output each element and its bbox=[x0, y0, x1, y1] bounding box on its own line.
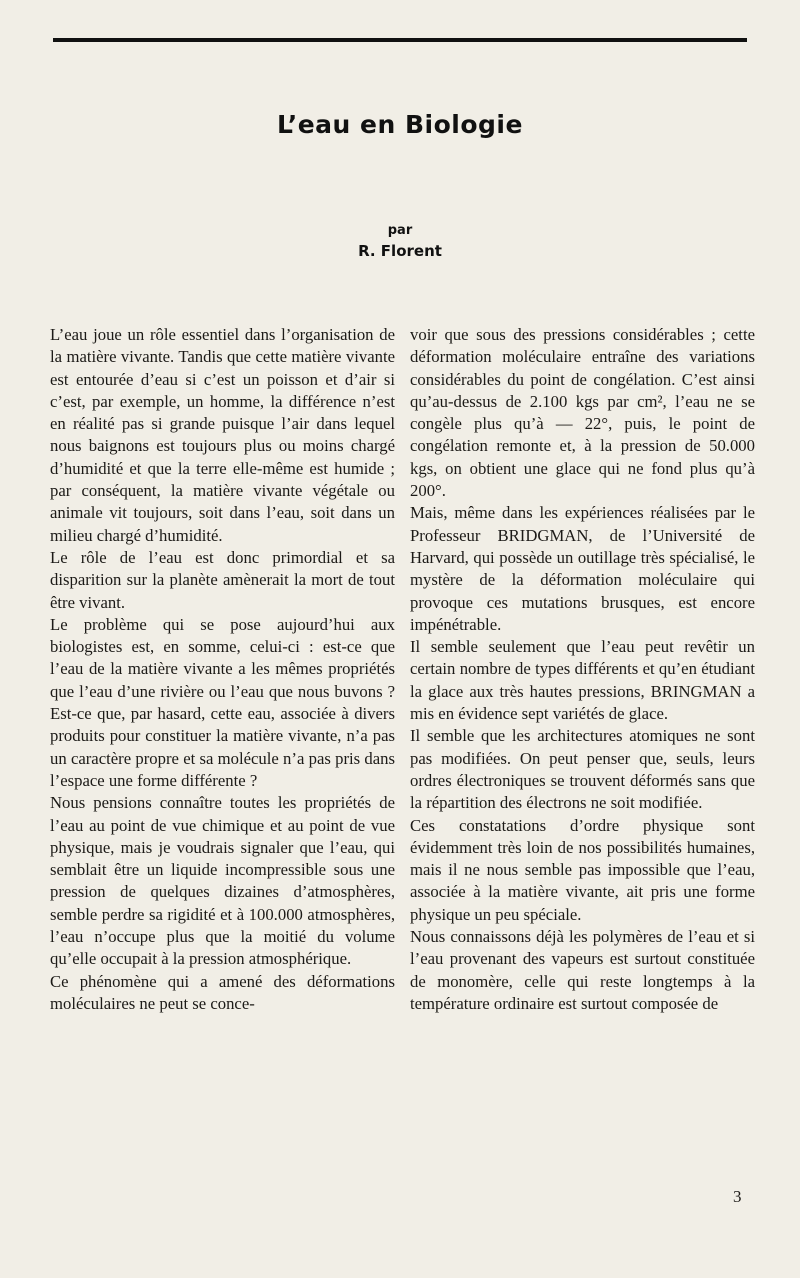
article-title: L’eau en Biologie bbox=[277, 110, 523, 139]
paragraph: Nous pensions connaître toutes les propriétés de l’eau au point de vue chimique et au point de vue physique, mais je voudrais signaler que l’eau, qui semblait être un liquide incompressible sous une pression de quelques dizaines d’atmosphères, semble perdre sa rigidité et à 100.000 atmosphères, l’eau n’occupe plus que la moitié du volume qu’elle occupait à la pression atmosphérique. bbox=[50, 793, 395, 969]
paragraph: voir que sous des pressions considérables ; cette déformation moléculaire entraîne des variations considérables du point de congélation. C’est ainsi qu’au-dessus de 2.100 kgs par cm², l’eau ne se congèle plus qu’à — 22°, puis, le point de congélation remonte et, à la pression de 50.000 kgs, on obtient une glace qui ne fond plus qu’à 200°. bbox=[410, 325, 755, 501]
right-column bbox=[410, 324, 755, 1015]
paragraph: Ces constatations d’ordre physique sont évidemment très loin de nos possibilités humaines, mais il ne nous semble pas impossible que l’eau, associée à la matière vivante, ait pris une forme physique un peu spéciale. bbox=[410, 815, 755, 924]
left-column bbox=[50, 324, 395, 1015]
paragraph: Mais, même dans les expériences réalisées par le Professeur BRIDGMAN, de l’Université de Harvard, qui possède un outillage très spécialisé, le mystère de la déformation moléculaire qui provoque ces mutations brusques, est encore impénétrable. bbox=[410, 503, 755, 634]
paragraph: Il semble seulement que l’eau peut revêtir un certain nombre de types différents et qu’en étudiant la glace aux très hautes pressions, BRINGMAN a mis en évidence sept variétés de glace. bbox=[410, 637, 755, 724]
header-rule bbox=[53, 38, 747, 42]
paragraph: Nous connaissons déjà les polymères de l’eau et si l’eau provenant des vapeurs est surtout constituée de monomère, celle qui reste longtemps à la température ordinaire est surtout composée de bbox=[410, 927, 755, 1013]
paragraph: Il semble que les architectures atomiques ne sont pas modifiées. On peut penser que, seuls, leurs ordres électroniques se trouvent déformés sans que la répartition des électrons ne soit modifiée. bbox=[410, 726, 755, 813]
paragraph: Ce phénomène qui a amené des déformations moléculaires ne peut se conce- bbox=[50, 971, 395, 1013]
byline-par: par bbox=[387, 223, 413, 238]
paragraph: Le rôle de l’eau est donc primordial et sa disparition sur la planète amènerait la mort de tout être vivant. bbox=[50, 547, 395, 612]
page-number: 3 bbox=[733, 1187, 742, 1206]
author-name: R. Florent bbox=[358, 242, 442, 260]
paragraph: Le problème qui se pose aujourd’hui aux biologistes est, en somme, celui-ci : est-ce que l’eau de la matière vivante a les mêmes propriétés que l’eau d’une rivière ou l’eau que nous buvons ? Est-ce que, par hasard, cette eau, associée à divers produits pour constituer la matière vivante, n’a pas un caractère propre et sa molécule n’a pas pris dans l’espace une forme différente ? bbox=[50, 614, 395, 790]
paragraph: L’eau joue un rôle essentiel dans l’organisation de la matière vivante. Tandis que cette matière vivante est entourée d’eau si c’est un poisson et d’air si c’est, par exemple, un homme, la différence n’est en réalité pas si grande puisque l’air dans lequel nous baignons est toujours plus ou moins chargé d’humidité et que la terre elle-même est humide ; par conséquent, la matière vivante végétale ou animale vit toujours, soit dans l’eau, soit dans un milieu chargé d’humidité. bbox=[50, 325, 395, 545]
